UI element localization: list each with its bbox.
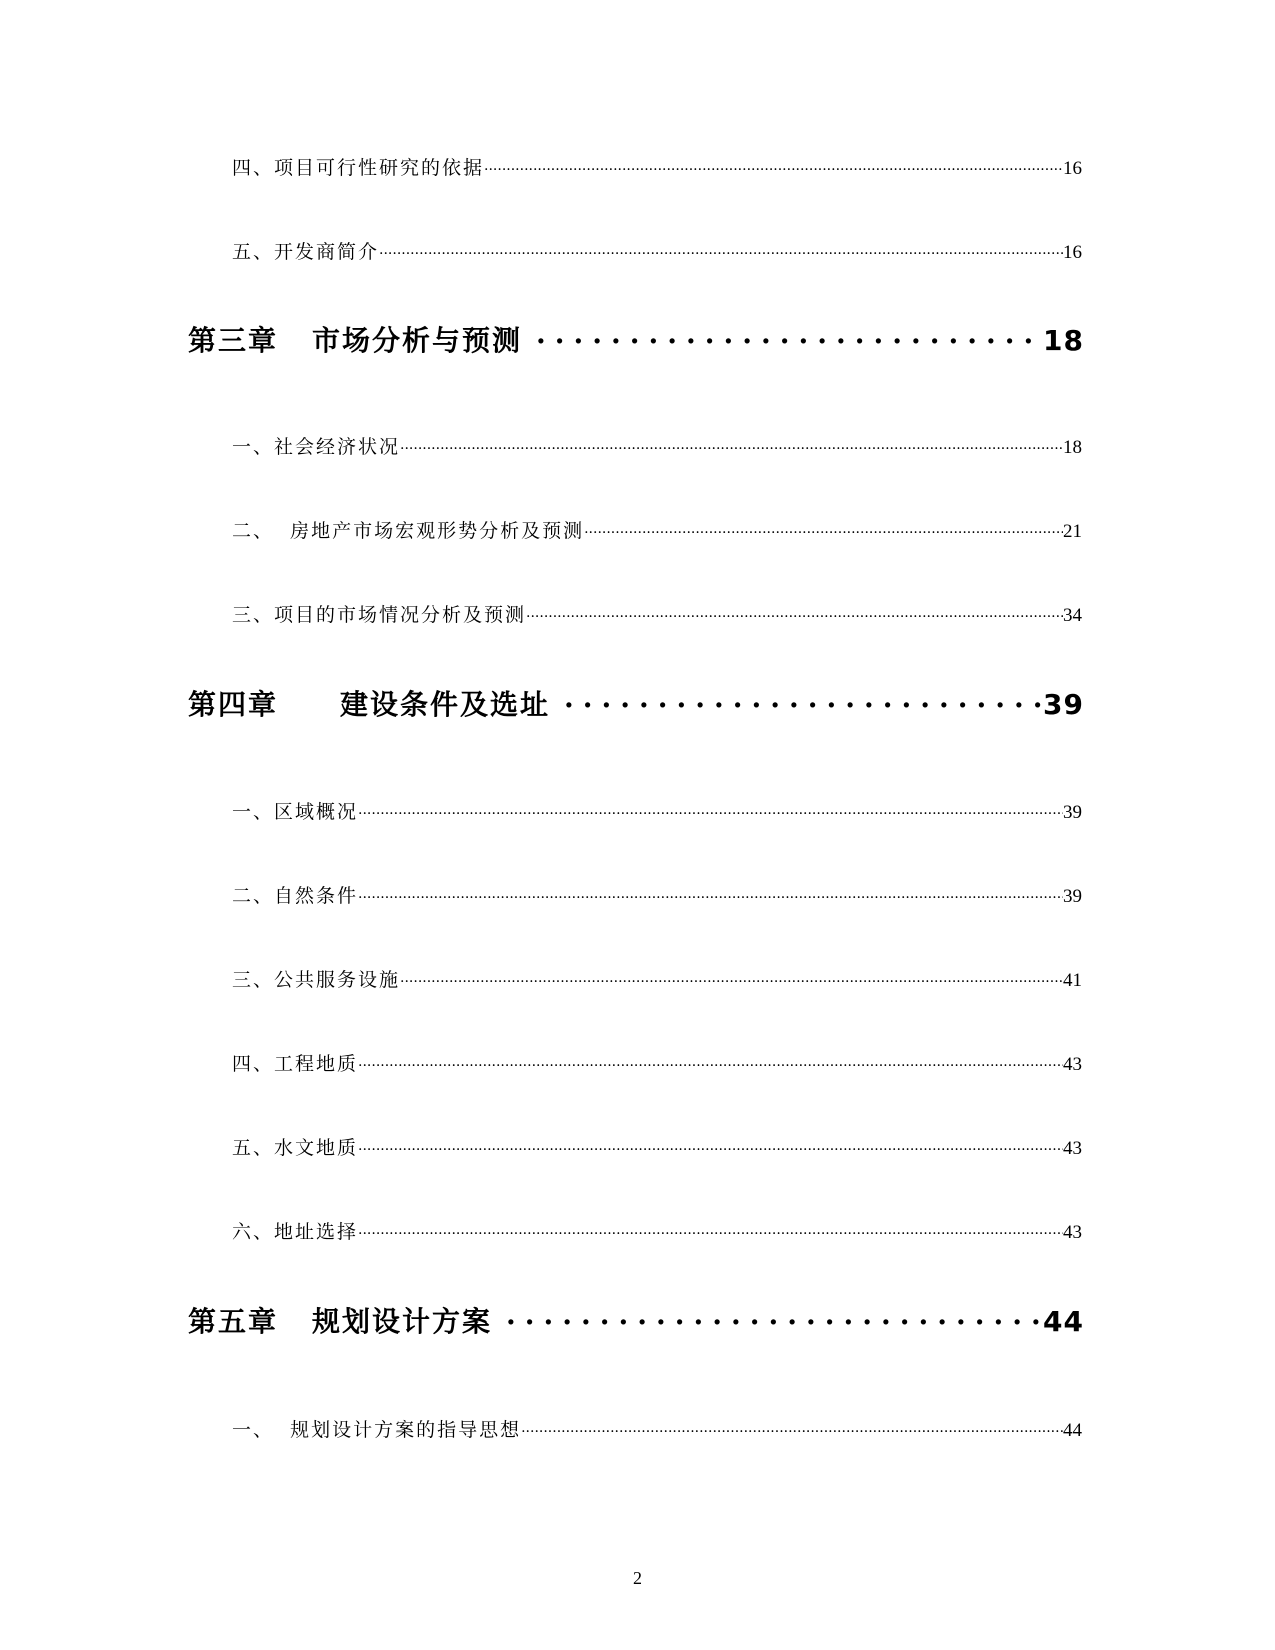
toc-entry-label: 六、地址选择 [232, 1221, 359, 1243]
toc-entry-section[interactable] [232, 152, 1082, 180]
toc-entry-page: 43 [1063, 1138, 1082, 1159]
toc-entry-chapter[interactable] [188, 682, 1084, 723]
toc-entry-page: 43 [1063, 1054, 1082, 1075]
toc-entry-page: 44 [1043, 1305, 1084, 1338]
dot-leader [521, 1414, 1063, 1436]
toc-entry-page: 21 [1063, 521, 1082, 542]
toc-entry-section[interactable] [232, 1414, 1082, 1442]
dot-leader [400, 431, 1063, 453]
toc-entry-label: 四、项目可行性研究的依据 [232, 157, 485, 179]
toc-entry-label: 一、区域概况 [232, 801, 359, 823]
toc-entry-label: 二、自然条件 [232, 885, 359, 907]
toc-entry-label: 五、开发商简介 [232, 241, 380, 263]
dot-leader [526, 599, 1063, 621]
toc-entry-label: 三、公共服务设施 [232, 969, 401, 991]
toc-entry-page: 16 [1063, 158, 1082, 179]
toc-entry-page: 39 [1063, 802, 1082, 823]
chapter-title: 规划设计方案 [312, 1305, 493, 1338]
chapter-number: 第五章 [188, 1305, 279, 1338]
dot-leader [358, 796, 1063, 818]
chapter-title: 市场分析与预测 [312, 324, 523, 357]
toc-entry-chapter[interactable] [188, 318, 1084, 359]
dot-leader [584, 515, 1063, 537]
toc-entry-page: 39 [1043, 688, 1084, 721]
toc-entry-label: 三、项目的市场情况分析及预测 [232, 604, 527, 626]
chapter-number: 第三章 [188, 324, 279, 357]
dot-leader [564, 682, 1043, 714]
toc-entry-section[interactable] [232, 1048, 1082, 1076]
chapter-number: 第四章 [188, 688, 279, 721]
toc-entry-section[interactable] [232, 796, 1082, 824]
toc-entry-page: 44 [1063, 1420, 1082, 1441]
toc-entry-page: 16 [1063, 242, 1082, 263]
toc-entry-section[interactable] [232, 515, 1082, 543]
toc-entry-label: 二、 房地产市场宏观形势分析及预测 [232, 520, 585, 542]
chapter-title: 建设条件及选址 [340, 688, 551, 721]
toc-entry-section[interactable] [232, 880, 1082, 908]
toc-entry-page: 43 [1063, 1222, 1082, 1243]
dot-leader [536, 318, 1043, 350]
dot-leader [358, 1048, 1063, 1070]
toc-entry-page: 18 [1063, 437, 1082, 458]
toc-entry-label: 一、社会经济状况 [232, 436, 401, 458]
toc-entry-page: 18 [1043, 324, 1084, 357]
toc-entry-section[interactable] [232, 236, 1082, 264]
dot-leader [379, 236, 1063, 258]
dot-leader [358, 1216, 1063, 1238]
dot-leader [400, 964, 1063, 986]
toc-entry-label: 五、水文地质 [232, 1137, 359, 1159]
toc-entry-chapter[interactable] [188, 1299, 1084, 1340]
toc-entry-page: 41 [1063, 970, 1082, 991]
toc-entry-page: 39 [1063, 886, 1082, 907]
dot-leader [484, 152, 1063, 174]
toc-entry-section[interactable] [232, 431, 1082, 459]
toc-entry-section[interactable] [232, 964, 1082, 992]
dot-leader [506, 1299, 1043, 1331]
dot-leader [358, 1132, 1063, 1154]
toc-entry-page: 34 [1063, 605, 1082, 626]
toc-entry-label: 四、工程地质 [232, 1053, 359, 1075]
toc-entry-section[interactable] [232, 1216, 1082, 1244]
page-number: 2 [633, 1568, 642, 1588]
dot-leader [358, 880, 1063, 902]
toc-entry-label: 一、 规划设计方案的指导思想 [232, 1419, 522, 1441]
toc-entry-section[interactable] [232, 1132, 1082, 1160]
toc-entry-section[interactable] [232, 599, 1082, 627]
